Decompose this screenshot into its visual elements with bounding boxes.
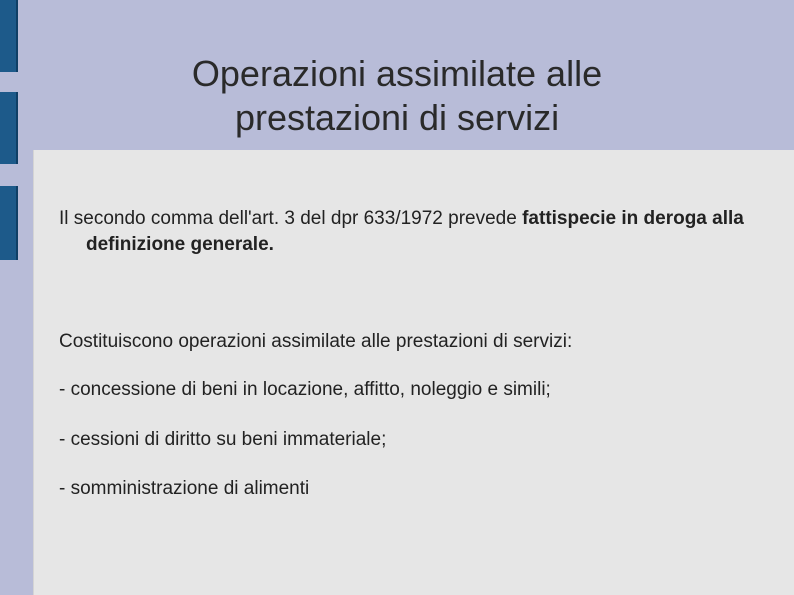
list-title: Costituiscono operazioni assimilate alle prestazioni di servizi:: [59, 331, 573, 352]
decorative-bar-bottom: [0, 186, 18, 260]
list-item-3: - somministrazione di alimenti: [59, 478, 310, 499]
decorative-bar-top: [0, 0, 18, 72]
intro-text: Il secondo comma dell'art. 3 del dpr 633/1972 prevede: [59, 208, 523, 229]
list-item-1: - concessione di beni in locazione, affitto, noleggio e simili;: [59, 379, 551, 400]
slide-title-line-2: prestazioni di servizi: [234, 97, 560, 138]
intro-bold-text: fattispecie in deroga alla definizione generale.: [86, 208, 744, 255]
intro-paragraph: [59, 206, 786, 258]
slide-title: [40, 52, 754, 140]
list-item-2: - cessioni di diritto su beni immateriale;: [59, 429, 387, 450]
slide-title-line-1: Operazioni assimilate alle: [191, 53, 603, 94]
decorative-bar-middle: [0, 92, 18, 164]
